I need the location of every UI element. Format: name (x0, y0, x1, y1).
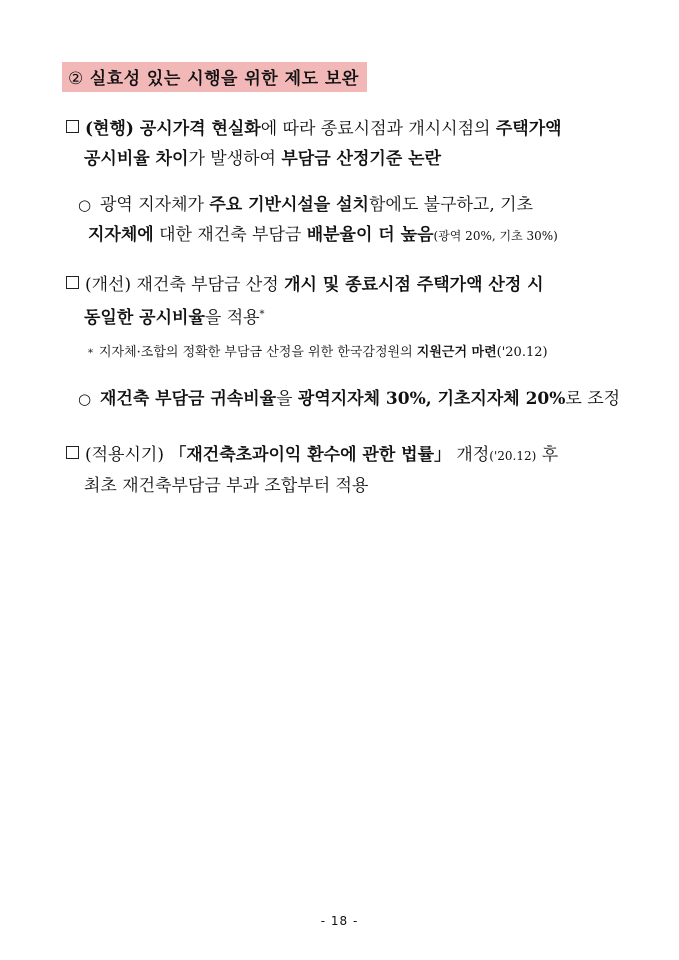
current-subpoint (78, 190, 638, 251)
timing-line2: 최초 재건축부담금 부과 조합부터 적용 (84, 476, 369, 496)
current-sub-line1-bold: 주요 기반시설을 설치 (209, 195, 369, 215)
improve-sub-lead: 재건축 부담금 귀속비율 (100, 389, 277, 409)
improve-line1-bold: 개시 및 종료시점 주택가액 산정 시 (284, 275, 544, 295)
footnote-asterisk: * (88, 348, 93, 359)
timing-date: ('20.12) (489, 449, 537, 463)
current-line1-end: 주택가액 (495, 119, 562, 139)
current-line2-mid: 가 발생하여 (188, 149, 282, 169)
current-sub-ratio: (광역 20%, 기초 30%) (433, 229, 558, 243)
improve-sub-bold: 광역지자체 30%, 기초지자체 20% (297, 389, 566, 409)
section-title: 실효성 있는 시행을 위한 제도 보완 (89, 69, 359, 89)
checkbox-square-icon (66, 276, 79, 289)
current-sub-line2-bold2: 배분율이 더 높음 (306, 225, 434, 245)
improvement-item (66, 270, 626, 333)
current-line2-lead: 공시비율 차이 (84, 149, 189, 169)
current-sub-line2-bold1: 지자체에 (88, 225, 154, 245)
checkbox-square-icon (66, 120, 79, 133)
improvement-subpoint (78, 384, 638, 414)
footnote-date: ('20.12) (496, 345, 548, 360)
current-line2-end: 부담금 산정기준 논란 (281, 149, 442, 169)
footnote-bold: 지원근거 마련 (416, 345, 497, 360)
improvement-footnote (88, 342, 648, 365)
timing-line1-end: 후 (536, 445, 559, 465)
bullet-circle-icon: ○ (78, 390, 92, 408)
improve-sub-mid: 을 (276, 389, 298, 409)
improve-line1-lead: (개선) 재건축 부담금 산정 (85, 275, 285, 295)
footnote-lead: 지자체·조합의 정확한 부담금 산정을 위한 한국감정원의 (99, 345, 417, 360)
timing-line1-lead: (적용시기) (85, 445, 170, 465)
improve-line2-bold: 동일한 공시비율 (84, 308, 205, 328)
current-status-item (66, 114, 626, 174)
current-line1-lead: (현행) 공시가격 현실화 (85, 119, 261, 139)
bullet-circle-icon: ○ (78, 196, 92, 214)
section-number: ② (68, 69, 84, 89)
improve-sub-end: 로 조정 (565, 389, 621, 409)
improve-line2-end: 을 적용 (204, 308, 260, 328)
current-sub-line1-lead: 광역 지자체가 (100, 195, 210, 215)
timing-item (66, 440, 626, 501)
current-line1-mid: 에 따라 종료시점과 개시시점의 (260, 119, 496, 139)
current-sub-line1-end: 함에도 불구하고, 기초 (368, 195, 533, 215)
timing-line1-mid: 개정 (451, 445, 490, 465)
timing-law-title: 「재건축초과이익 환수에 관한 법률」 (169, 445, 452, 465)
footnote-mark: * (259, 309, 265, 320)
current-sub-line2-mid: 대한 재건축 부담금 (153, 225, 307, 245)
section-heading (62, 62, 367, 92)
checkbox-square-icon (66, 446, 79, 459)
page-number: - 18 - (320, 914, 359, 928)
